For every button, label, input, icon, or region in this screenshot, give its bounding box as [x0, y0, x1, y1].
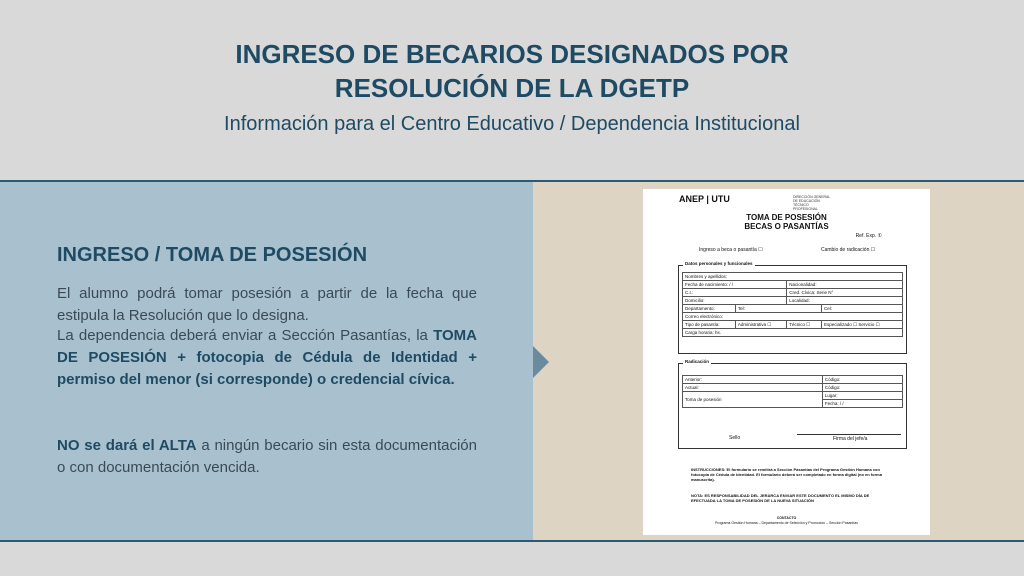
arrow-right-icon: [533, 346, 549, 378]
cell: Actual:: [683, 384, 823, 392]
radicacion-label: Radicación: [685, 359, 710, 364]
page-subtitle: Información para el Centro Educativo / Dependencia Institucional: [224, 113, 800, 135]
cell: Técnico ☐: [787, 321, 822, 329]
especializado: Especializado ☐: [824, 321, 858, 327]
cell: Departamento:: [683, 305, 736, 313]
servicio: Servicio ☐: [858, 321, 880, 327]
form-contacto: CONTACTO: [776, 516, 797, 520]
firma-label: Firma del jefe/a: [833, 436, 868, 442]
dgetp-logo-text: DIRECCIÓN GENERAL DE EDUCACIÓN TÉCNICO PROFESIONAL: [793, 195, 831, 211]
cell: C.I.:: [683, 289, 787, 297]
paragraph-2-bold: TOMA DE POSESIÓN + fotocopia de Cédula de Identidad + permiso del menor (si corresponde) o credencial cívica.: [57, 327, 477, 388]
radicacion-table: [682, 375, 903, 408]
paragraph-2-text: La dependencia deberá enviar a Sección Pasantías, la: [57, 327, 434, 344]
cell: Nombres y apellidos:: [683, 273, 903, 281]
cell: Fecha: / /: [822, 400, 902, 408]
cell: Lugar:: [822, 392, 902, 400]
cell: Anterior:: [683, 376, 823, 384]
cell: Tel:: [735, 305, 821, 313]
page-title-line1: INGRESO DE BECARIOS DESIGNADOS POR: [235, 39, 789, 69]
section-title: INGRESO / TOMA DE POSESIÓN: [57, 244, 368, 266]
paragraph-3: [57, 435, 477, 479]
paragraph-1: El alumno podrá tomar posesión a partir de la fecha que estipula la Resolución que lo designa.: [57, 285, 477, 324]
form-instrucciones: INSTRUCCIONES: El formulario se remitirá a Sección Pasantías del Programa Gestión Humana con fotocopia de Cédula de Identidad. El formulario deberá ser completado en forma digital (no en forma manuscrita).: [691, 467, 882, 482]
paragraph-2: [57, 325, 477, 391]
cell: Administrativa ☐: [735, 321, 786, 329]
header: [0, 0, 1024, 180]
cell: [822, 321, 903, 329]
form-cambio: Cambio de radicación ☐: [821, 247, 876, 253]
divider-bottom: [0, 540, 1024, 542]
sello-label: Sello: [729, 435, 741, 441]
form-document-image: [643, 189, 930, 535]
cell: Código:: [822, 376, 902, 384]
form-title-1: TOMA DE POSESIÓN: [746, 213, 827, 222]
cell: Cred. Cívica: Serie N°: [787, 289, 903, 297]
cell: Cel:: [822, 305, 903, 313]
cell: Localidad:: [787, 297, 903, 305]
form-nota: NOTA: ES RESPONSABILIDAD DEL JERARCA ENVIAR ESTE DOCUMENTO EL MISMO DÍA DE EFECTUADA LA TOMA DE POSESIÓN DE LA NUEVA SITUACIÓN: [691, 493, 870, 503]
form-ref: Ref. Exp. ①: [855, 233, 882, 239]
datos-label: Datos personales y funcionales: [685, 261, 753, 266]
paragraph-3-bold: NO se dará el ALTA: [57, 437, 197, 454]
form-ingreso: Ingreso a beca o pasantía ☐: [699, 247, 763, 253]
anep-utu-logo: ANEP | UTU: [679, 194, 730, 204]
form-contacto-line: Programa Gestión Humana – Departamento de Selección y Promoción – Sección Pasantías: [715, 521, 858, 525]
cell: Domicilio:: [683, 297, 787, 305]
page-title-line2: RESOLUCIÓN DE LA DGETP: [334, 73, 690, 103]
form-title-2: BECAS O PASANTÍAS: [744, 222, 829, 231]
cell: Nacionalidad:: [787, 281, 903, 289]
firma-line: [797, 434, 901, 435]
cell: Toma de posesión: [683, 392, 823, 408]
cell: Correo electrónico:: [683, 313, 903, 321]
cell: Código:: [822, 384, 902, 392]
cell: Fecha de nacimiento: / /: [683, 281, 787, 289]
cell: Carga horaria: hs.: [683, 329, 903, 337]
cell: Tipo de pasantía:: [683, 321, 736, 329]
datos-table: [682, 272, 903, 337]
paragraph-3-text: a ningún becario sin esta documentación o con documentación vencida.: [57, 437, 477, 476]
